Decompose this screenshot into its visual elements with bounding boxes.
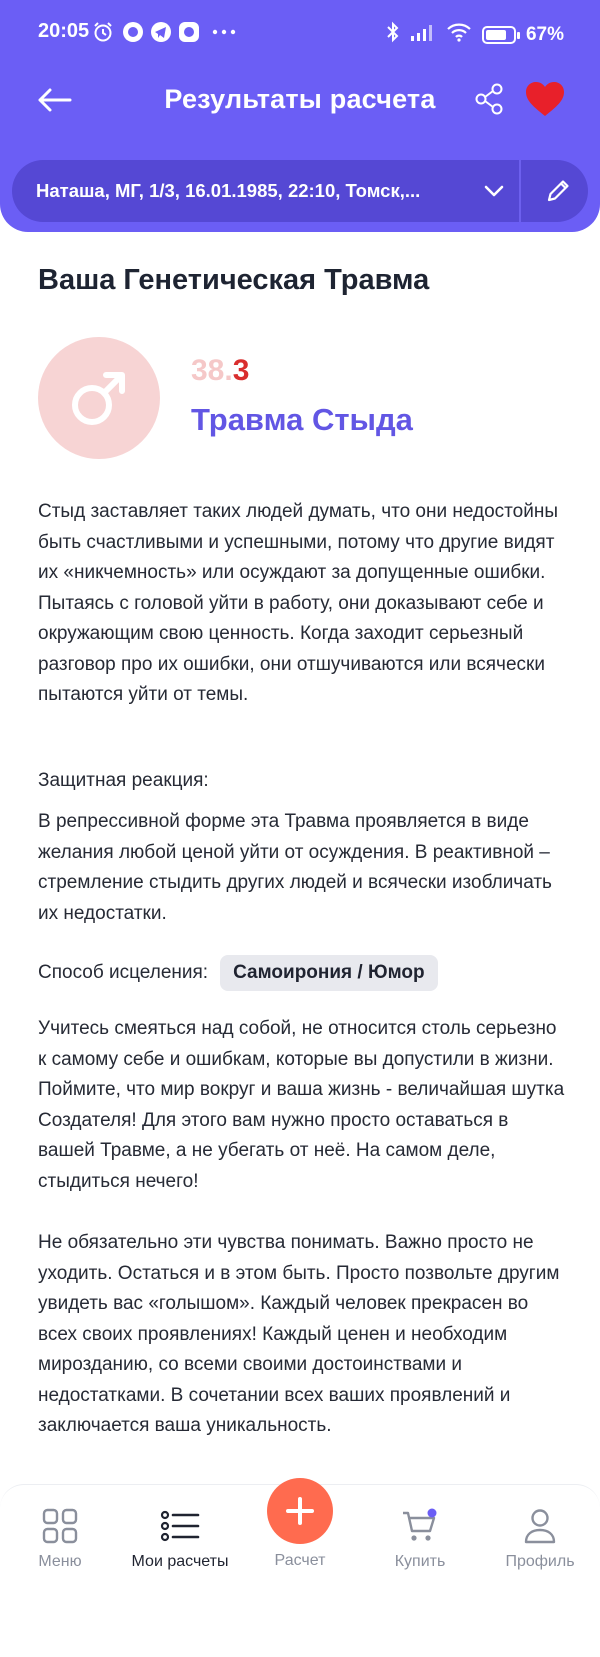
edit-pencil-icon[interactable] (544, 177, 572, 205)
page-title: Результаты расчета (164, 84, 436, 114)
score-last: 3 (232, 354, 250, 387)
trauma-avatar (38, 337, 160, 459)
new-calc-button[interactable] (267, 1478, 333, 1544)
trauma-score (191, 354, 249, 388)
score-main: 38. (191, 354, 233, 387)
trauma-name: Травма Стыда (191, 402, 413, 437)
defense-label: Защитная реакция: (38, 770, 209, 791)
status-time: 20:05 (38, 20, 90, 42)
bluetooth-icon (386, 21, 400, 48)
favorite-heart-icon[interactable] (524, 80, 566, 118)
grid-menu-icon (40, 1507, 80, 1545)
chat-icon (178, 21, 200, 43)
telegram-icon (150, 21, 172, 43)
share-icon[interactable] (474, 82, 504, 116)
profile-selector[interactable] (12, 160, 588, 222)
trauma-description: Стыд заставляет таких людей думать, что они недостойны быть счастливыми и успешными, потому что другие видят их «никчемность» или осуждают за допущенные ошибки. Пытаясь с головой уйти в работу, они доказывают себе и окружающим свою ценность. Когда заходит серьезный разговор про их ошибки, они отшучиваются или всячески пытаются уйти от темы. (38, 501, 558, 705)
wifi-icon (446, 22, 472, 47)
male-symbol-icon (68, 367, 130, 429)
nav-menu[interactable] (0, 1485, 120, 1585)
healing-text-2: Не обязательно эти чувства понимать. Важно просто не уходить. Остаться и в этом быть. Просто позвольте другим увидеть вас «голышом». Каждый человек прекрасен во всех своих проявлениях! Каждый ценен и необходим мирозданию, со всеми своими достоинствами и недостатками. В сочетании всех ваших проявлений и заключается ваша уникальность. (38, 1232, 560, 1436)
user-icon (520, 1507, 560, 1545)
nav-profile-label: Профиль (505, 1553, 575, 1570)
nav-menu-label: Меню (38, 1553, 82, 1570)
alarm-icon (92, 21, 114, 43)
status-bar (0, 0, 600, 68)
list-icon (160, 1507, 200, 1545)
signal-icon (410, 23, 436, 46)
healing-text-1: Учитесь смеяться над собой, не относится столь серьезно к самому себе и ошибкам, которые вы допустили в жизни. Поймите, что мир вокруг и ваша жизнь - величайшая шутка Создателя! Для этого вам нужно просто оставаться в вашей Травме, а не убегать от неё. На самом деле, стыдиться нечего! (38, 1018, 565, 1192)
healing-method-chip: Самоирония / Юмор (220, 955, 438, 991)
healing-row (38, 955, 438, 991)
battery-percent: 67% (525, 23, 564, 45)
nav-buy-label: Купить (394, 1553, 446, 1570)
title-bar (0, 72, 600, 128)
nav-calc-label: Расчет (274, 1552, 326, 1569)
battery-icon (482, 26, 516, 44)
more-notifications-icon (212, 21, 236, 43)
profile-selector-label: Наташа, МГ, 1/3, 16.01.1985, 22:10, Томск,... (36, 180, 421, 201)
nav-profile[interactable] (480, 1485, 600, 1585)
selector-divider (519, 160, 521, 222)
defense-text: В репрессивной форме эта Травма проявляется в виде желания любой ценой уйти от осуждения. В реактивной – стремление стыдить других людей и всячески изобличать их недостатки. (38, 811, 552, 924)
messenger-icon (122, 21, 144, 43)
healing-label: Способ исцеления: (38, 962, 209, 983)
nav-buy[interactable] (360, 1485, 480, 1585)
section-title: Ваша Генетическая Травма (38, 264, 430, 296)
nav-my-calcs-label: Мои расчеты (131, 1553, 229, 1570)
app-header (0, 0, 600, 232)
nav-my-calcs[interactable] (120, 1485, 240, 1585)
chevron-down-icon[interactable] (482, 180, 506, 202)
cart-icon (400, 1507, 440, 1545)
plus-icon (286, 1497, 314, 1525)
